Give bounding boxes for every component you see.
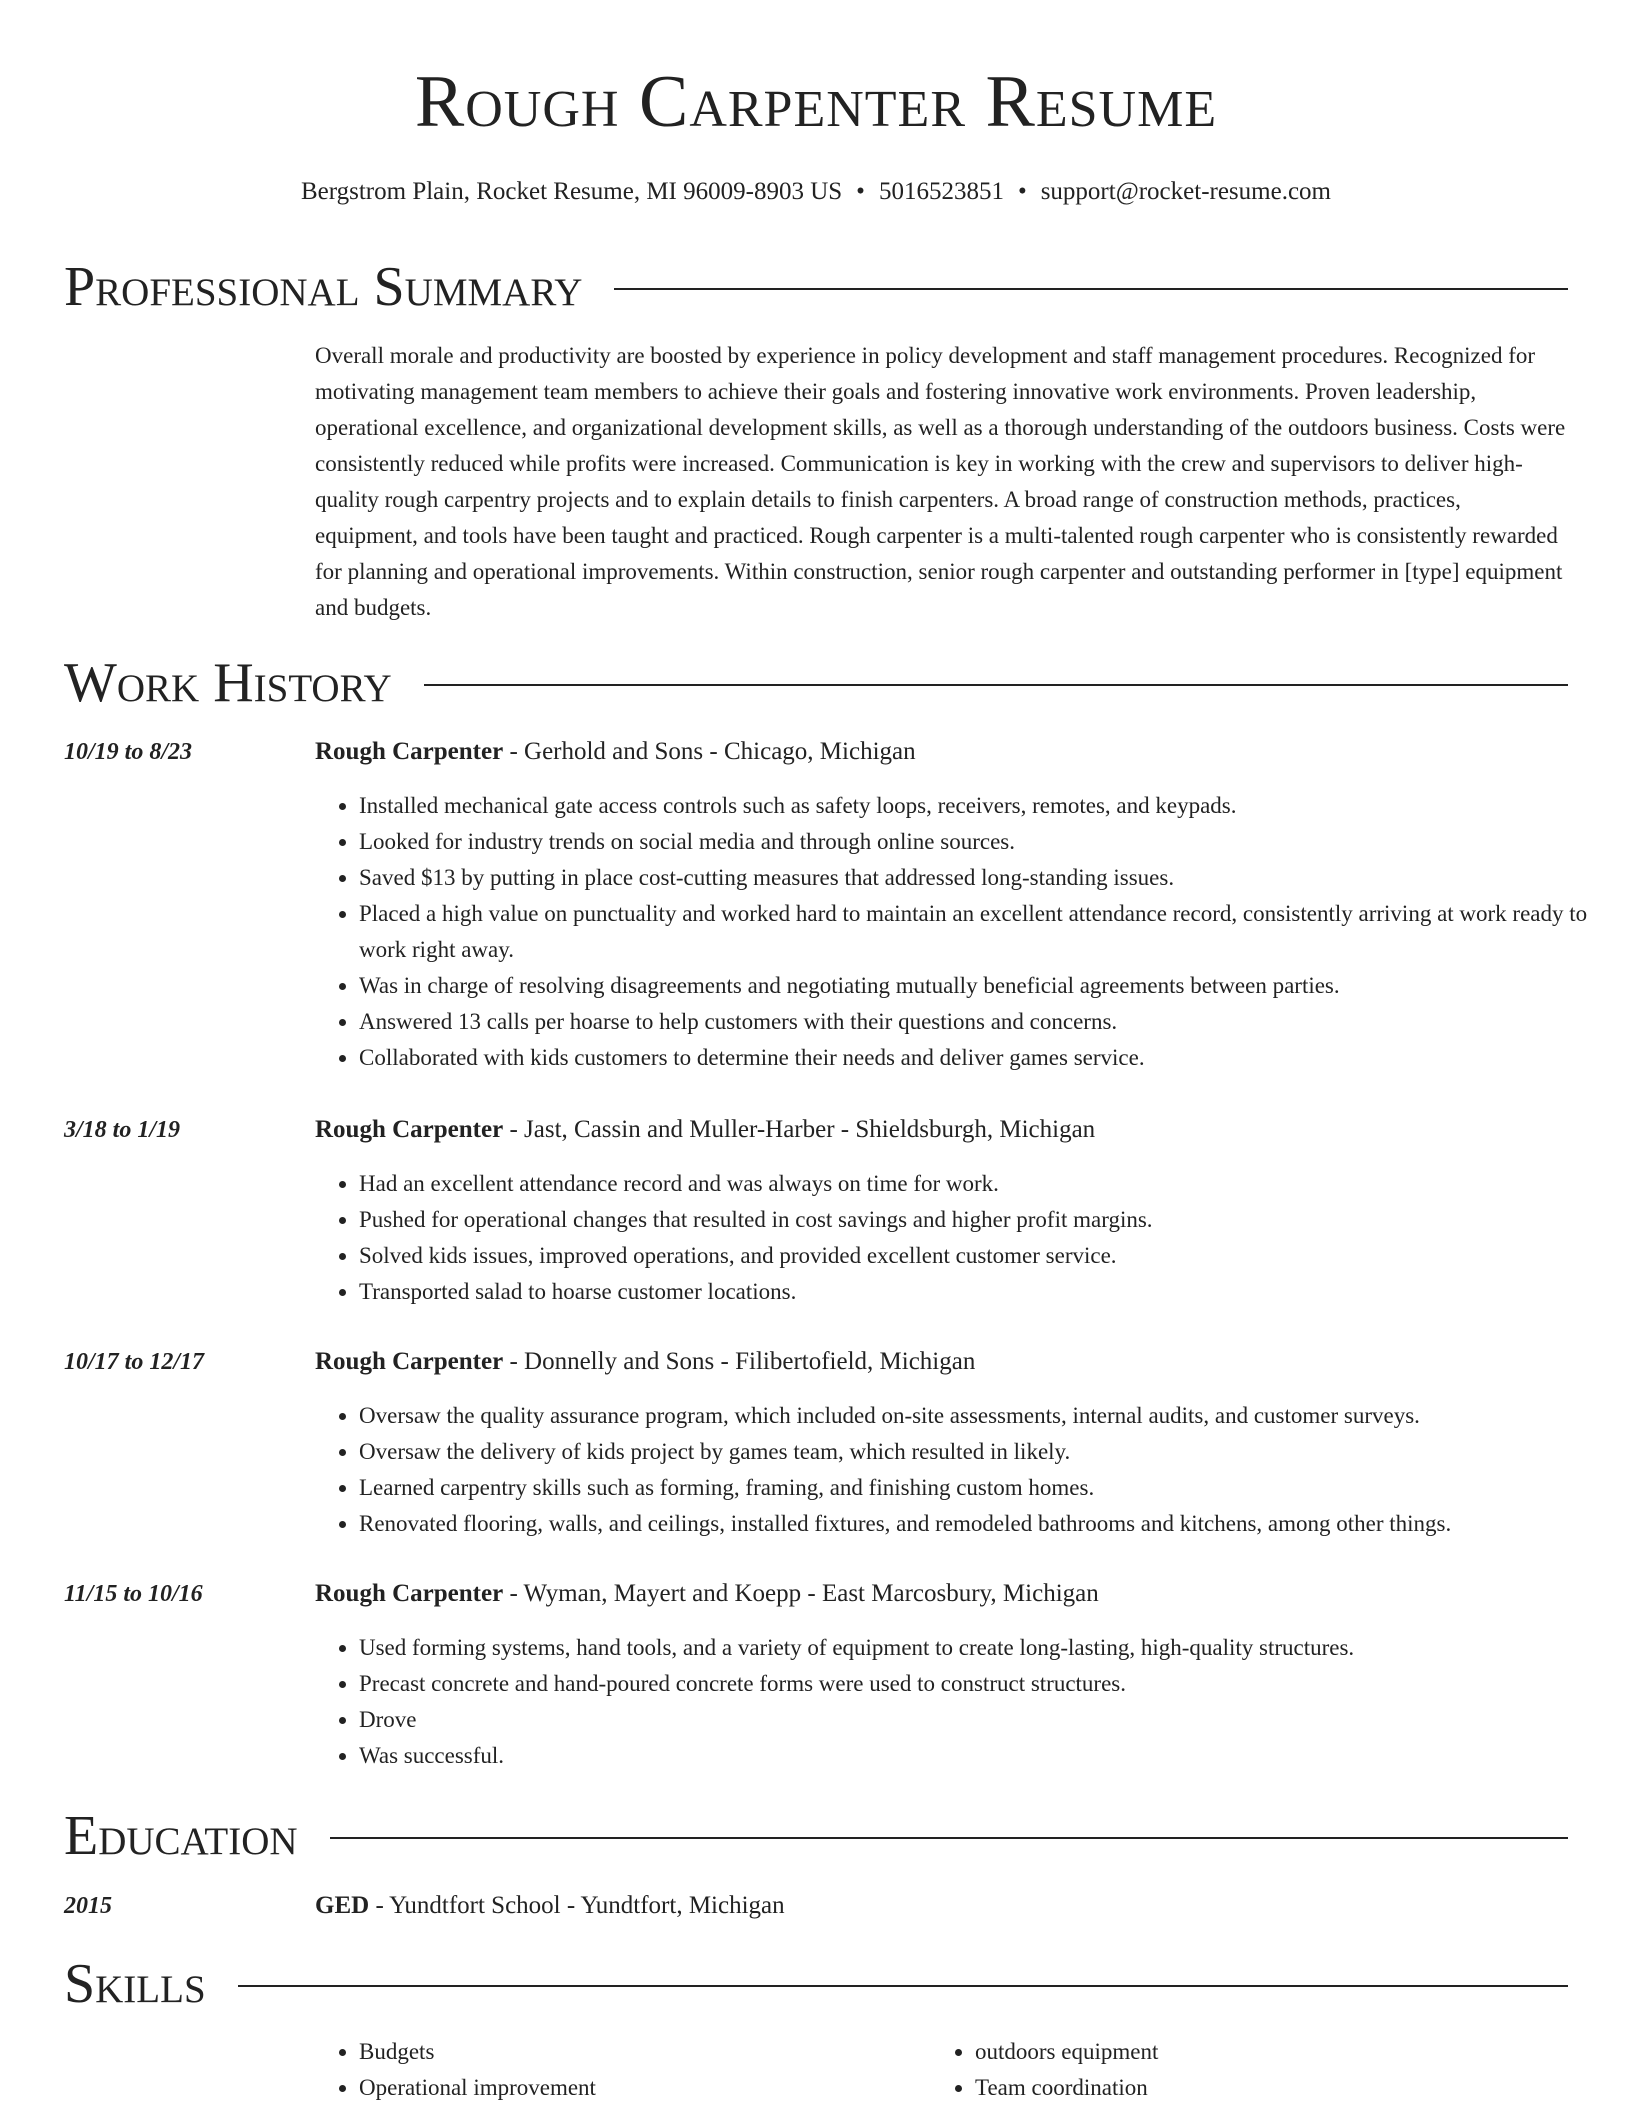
job-bullet: • Oversaw the delivery of kids project by games team, which resulted in likely. bbox=[359, 1434, 1612, 1470]
skills-section-heading bbox=[64, 1949, 1568, 2019]
job-heading bbox=[315, 1112, 1568, 1148]
job-bullets bbox=[315, 1630, 1612, 1774]
skill-item: • outdoors equipment bbox=[975, 2034, 1595, 2070]
job-bullet: • Precast concrete and hand-poured concrete forms were used to construct structures. bbox=[359, 1666, 1612, 1702]
section-divider bbox=[238, 1985, 1568, 1987]
job-bullet: • Answered 13 calls per hoarse to help customers with their questions and concerns. bbox=[359, 1004, 1612, 1040]
contact-email: support@rocket-resume.com bbox=[1040, 178, 1331, 205]
job-title: Rough Carpenter bbox=[315, 1348, 504, 1375]
job-bullet: • Renovated flooring, walls, and ceilings, installed fixtures, and remodeled bathrooms and kitchens, among other things. bbox=[359, 1506, 1612, 1542]
job-employer: - Wyman, Mayert and Koepp - East Marcosbury, Michigan bbox=[503, 1580, 1099, 1607]
resume-title: Rough Carpenter Resume bbox=[414, 61, 1218, 143]
job-bullet: • Transported salad to hoarse customer locations. bbox=[359, 1274, 1612, 1310]
summary-text: Overall morale and productivity are boosted by experience in policy development and staff management procedures. Recognized for motivating management team members to achieve their goals and fostering innovative work environments. Proven leadership, operational excellence, and organizational development skills, as well as a thorough understanding of the outdoors business. Costs were consistently reduced while profits were increased. Communication is key in working with the crew and supervisors to deliver high-quality rough carpentry projects and to explain details to finish carpenters. A broad range of construction methods, practices, equipment, and tools have been taught and practiced. Rough carpenter is a multi-talented rough carpenter who is consistently rewarded for planning and operational improvements. Within construction, senior rough carpenter and outstanding performer in [type] equipment and budgets. bbox=[315, 343, 1566, 620]
contact-line bbox=[0, 172, 1632, 212]
job-bullet: • Collaborated with kids customers to determine their needs and deliver games service. bbox=[359, 1040, 1612, 1076]
section-title-summary: Professional Summary bbox=[64, 256, 583, 318]
section-title-work: Work History bbox=[64, 652, 392, 714]
skills-list-left bbox=[315, 2034, 929, 2106]
education-degree: GED bbox=[315, 1892, 370, 1919]
job-bullet: • Installed mechanical gate access controls such as safety loops, receivers, remotes, and keypads. bbox=[359, 788, 1612, 824]
section-divider bbox=[614, 288, 1568, 290]
job-bullet: • Drove bbox=[359, 1702, 1612, 1738]
skill-item: • Team coordination bbox=[975, 2070, 1595, 2106]
education-section-heading bbox=[64, 1801, 1568, 1871]
education-school: - Yundtfort School - Yundtfort, Michigan bbox=[369, 1892, 785, 1919]
skill-item: • Budgets bbox=[359, 2034, 929, 2070]
job-title: Rough Carpenter bbox=[315, 1580, 504, 1607]
job-dates: 3/18 to 1/19 bbox=[64, 1117, 181, 1143]
job-bullet: • Saved $13 by putting in place cost-cutting measures that addressed long-standing issues. bbox=[359, 860, 1612, 896]
contact-separator: • bbox=[1017, 178, 1027, 205]
job-bullet: • Had an excellent attendance record and was always on time for work. bbox=[359, 1166, 1612, 1202]
job-employer: - Jast, Cassin and Muller-Harber - Shieldsburgh, Michigan bbox=[503, 1116, 1096, 1143]
contact-phone: 5016523851 bbox=[878, 178, 1004, 205]
section-divider bbox=[330, 1837, 1568, 1839]
education-year: 2015 bbox=[64, 1893, 112, 1919]
summary-section-heading bbox=[64, 252, 1568, 322]
section-title-skills: Skills bbox=[64, 1953, 206, 2015]
job-bullet: • Looked for industry trends on social media and through online sources. bbox=[359, 824, 1612, 860]
job-bullet: • Was in charge of resolving disagreements and negotiating mutually beneficial agreements between parties. bbox=[359, 968, 1612, 1004]
skills-list-right bbox=[931, 2034, 1595, 2106]
education-heading bbox=[315, 1888, 1568, 1924]
section-title-education: Education bbox=[64, 1805, 298, 1867]
job-heading bbox=[315, 1344, 1568, 1380]
section-divider bbox=[424, 684, 1568, 686]
job-dates: 10/17 to 12/17 bbox=[64, 1349, 205, 1375]
job-bullet: • Learned carpentry skills such as forming, framing, and finishing custom homes. bbox=[359, 1470, 1612, 1506]
contact-address: Bergstrom Plain, Rocket Resume, MI 96009-8903 US bbox=[300, 178, 843, 205]
job-bullets bbox=[315, 1398, 1612, 1542]
job-heading bbox=[315, 734, 1568, 770]
job-bullet: • Was successful. bbox=[359, 1738, 1612, 1774]
skill-item: • Operational improvement bbox=[359, 2070, 929, 2106]
job-dates: 10/19 to 8/23 bbox=[64, 739, 193, 765]
job-bullet: • Used forming systems, hand tools, and a variety of equipment to create long-lasting, high-quality structures. bbox=[359, 1630, 1612, 1666]
job-title: Rough Carpenter bbox=[315, 738, 504, 765]
contact-separator: • bbox=[856, 178, 865, 205]
job-employer: - Gerhold and Sons - Chicago, Michigan bbox=[503, 738, 916, 765]
job-bullet: • Pushed for operational changes that resulted in cost savings and higher profit margins. bbox=[359, 1202, 1612, 1238]
job-bullet: • Placed a high value on punctuality and worked hard to maintain an excellent attendance record, consistently arriving at work ready to work right away. bbox=[359, 896, 1612, 968]
job-employer: - Donnelly and Sons - Filibertofield, Michigan bbox=[503, 1348, 976, 1375]
job-heading bbox=[315, 1576, 1568, 1612]
job-bullet: • Solved kids issues, improved operations, and provided excellent customer service. bbox=[359, 1238, 1612, 1274]
job-bullets bbox=[315, 788, 1612, 1076]
job-dates: 11/15 to 10/16 bbox=[64, 1581, 203, 1607]
job-bullet: • Oversaw the quality assurance program, which included on-site assessments, internal audits, and customer surveys. bbox=[359, 1398, 1612, 1434]
job-bullets bbox=[315, 1166, 1612, 1310]
job-title: Rough Carpenter bbox=[315, 1116, 504, 1143]
work-section-heading bbox=[64, 648, 1568, 718]
